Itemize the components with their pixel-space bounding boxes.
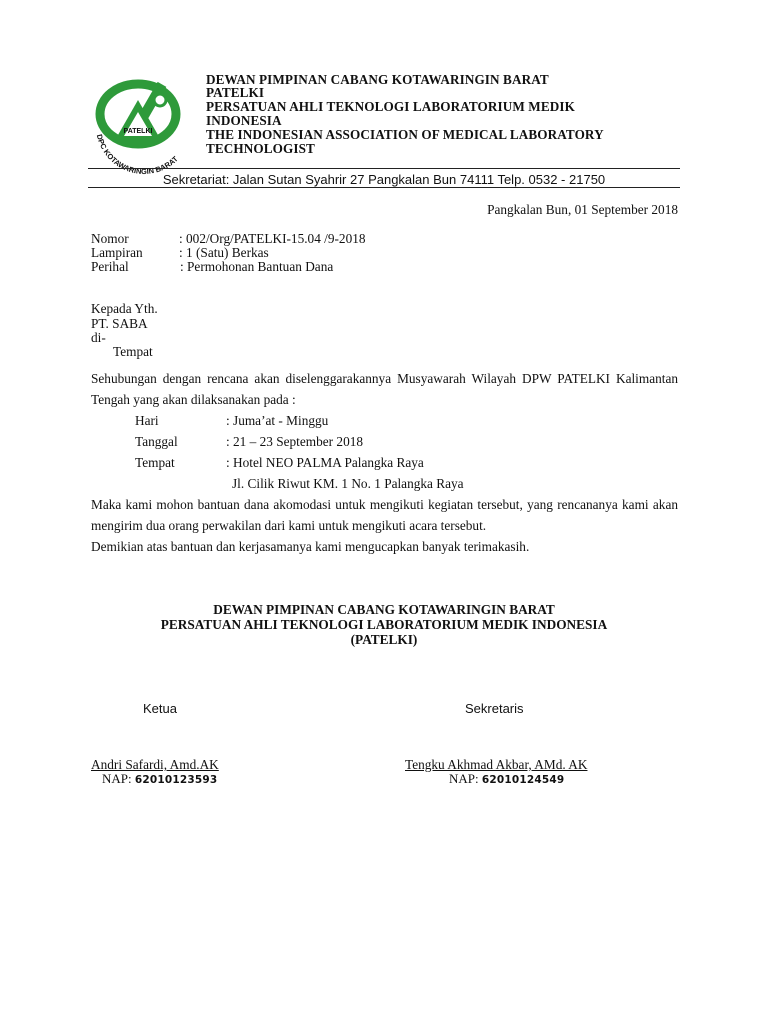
nap-label: NAP: (102, 771, 132, 786)
header-line-3: PERSATUAN AHLI TEKNOLOGI LABORATORIUM MEDIK (206, 99, 575, 114)
meta-value-nomor: : 002/Org/PATELKI-15.04 /9-2018 (179, 231, 366, 246)
secretariat-address: Sekretariat: Jalan Sutan Syahrir 27 Pangkalan Bun 74111 Telp. 0532 - 21750 (162, 172, 606, 187)
header-line-6: TECHNOLOGIST (206, 141, 315, 156)
header-line-4: INDONESIA (206, 113, 282, 128)
recipient-line-1: Kepada Yth. (91, 301, 158, 316)
place-date: Pangkalan Bun, 01 September 2018 (487, 202, 678, 217)
nap-label: NAP: (449, 771, 479, 786)
nap-ketua (102, 771, 217, 787)
meta-label-lampiran: Lampiran (91, 245, 143, 260)
header-line-1: DEWAN PIMPINAN CABANG KOTAWARINGIN BARAT (206, 72, 549, 87)
detail-label-tempat: Tempat (135, 455, 175, 470)
logo-ring-text: DPC KOTAWARINGIN BARAT (94, 133, 180, 177)
closing-line-1: DEWAN PIMPINAN CABANG KOTAWARINGIN BARAT (213, 602, 555, 617)
meta-value-perihal: : Permohonan Bantuan Dana (180, 259, 334, 274)
closing-line-3: (PATELKI) (350, 632, 418, 647)
meta-label-perihal: Perihal (91, 259, 129, 274)
logo-text-patelki: PATELKI (123, 128, 153, 135)
intro-paragraph: Sehubungan dengan rencana akan diselenggarakannya Musyawarah Wilayah DPW PATELKI Kalimantan Tengah yang akan dilaksanakan pada : (91, 371, 678, 407)
detail-label-tanggal: Tanggal (135, 434, 178, 449)
nap-sekretaris (449, 771, 564, 787)
header-rule-bottom (88, 187, 680, 188)
signature-name-ketua: Andri Safardi, Amd.AK (91, 757, 219, 772)
detail-address-line-2: Jl. Cilik Riwut KM. 1 No. 1 Palangka Raya (232, 476, 464, 491)
meta-label-nomor: Nomor (91, 231, 129, 246)
body-paragraph-2: Demikian atas bantuan dan kerjasamanya kami mengucapkan banyak terimakasih. (91, 539, 530, 554)
signature-role-ketua: Ketua (143, 701, 177, 716)
header-line-5: THE INDONESIAN ASSOCIATION OF MEDICAL LABORATORY (206, 127, 604, 142)
detail-value-tempat: : Hotel NEO PALMA Palangka Raya (226, 455, 424, 470)
recipient-line-4: Tempat (113, 344, 153, 359)
closing-line-2: PERSATUAN AHLI TEKNOLOGI LABORATORIUM MEDIK INDONESIA (160, 617, 608, 632)
nap-number: 62010124549 (481, 774, 565, 786)
nap-number: 62010123593 (134, 774, 218, 786)
recipient-line-3: di- (91, 330, 106, 345)
meta-value-lampiran: : 1 (Satu) Berkas (179, 245, 269, 260)
detail-value-hari: : Juma’at - Minggu (226, 413, 329, 428)
body-paragraph-1: Maka kami mohon bantuan dana akomodasi untuk mengikuti kegiatan tersebut, yang rencananya kami akan mengirim dua orang perwakilan dari kami untuk mengikuti acara tersebut. (91, 497, 678, 533)
detail-label-hari: Hari (135, 413, 159, 428)
header-rule-top (88, 168, 680, 169)
detail-value-tanggal: : 21 – 23 September 2018 (226, 434, 364, 449)
recipient-line-2: PT. SABA (91, 316, 148, 331)
header-line-2: PATELKI (206, 85, 265, 100)
signature-role-sekretaris: Sekretaris (465, 701, 524, 716)
signature-name-sekretaris: Tengku Akhmad Akbar, AMd. AK (405, 757, 588, 772)
